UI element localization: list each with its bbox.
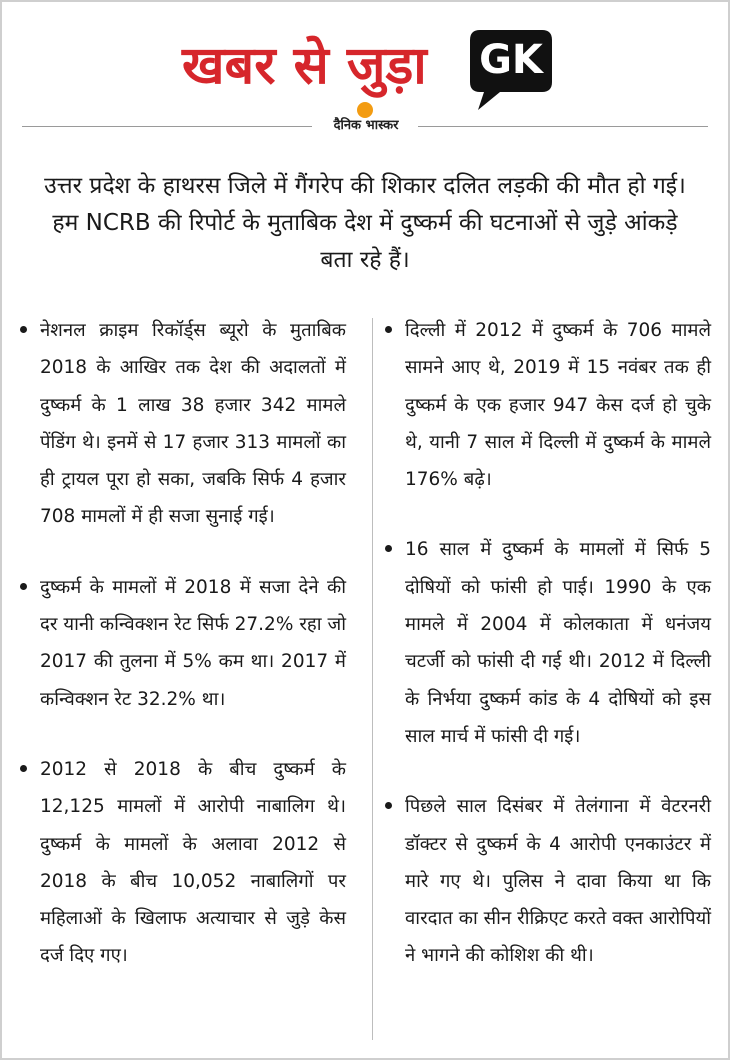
list-item [40, 569, 346, 718]
bullet-icon [385, 326, 392, 333]
list-item-text: 2012 से 2018 के बीच दुष्कर्म के 12,125 मामलों में आरोपी नाबालिग थे। दुष्कर्म के मामलों के अलावा 2012 से 2018 के बीच 10,052 नाबालिगों पर महिलाओं के खिलाफ अत्याचार से जुड़े केस दर्ज दिए गए। [40, 758, 346, 967]
list-item-text: दिल्ली में 2012 में दुष्कर्म के 706 मामले सामने आए थे, 2019 में 15 नवंबर तक ही दुष्कर्म के एक हजार 947 केस दर्ज हो चुके थे, यानी 7 साल में दिल्ली में दुष्कर्म के मामले 176% बढ़े। [405, 320, 711, 491]
column-divider [372, 318, 373, 1040]
brand-row [22, 98, 708, 138]
list-item-text: पिछले साल दिसंबर में तेलंगाना में वेटरनरी डॉक्टर से दुष्कर्म के 4 आरोपी एनकाउंटर में मारे गए थे। पुलिस ने दावा किया था कि वारदात का सीन रीक्रिएट करते वक्त आरोपियों ने भागने की कोशिश की थी। [405, 796, 711, 967]
headline: खबर से जुड़ा [182, 36, 427, 96]
list-item [40, 751, 346, 975]
bullet-icon [20, 765, 27, 772]
divider-line-left [22, 126, 312, 127]
list-item [40, 312, 346, 536]
bullet-icon [20, 583, 27, 590]
list-item [405, 788, 711, 974]
intro-paragraph: उत्तर प्रदेश के हाथरस जिले में गैंगरेप की शिकार दलित लड़की की मौत हो गई। हम NCRB की रिपोर्ट के मुताबिक देश में दुष्कर्म की घटनाओं से जुड़े आंकड़े बता रहे हैं। [44, 173, 686, 273]
list-item-text: नेशनल क्राइम रिकॉर्ड्स ब्यूरो के मुताबिक 2018 के आखिर तक देश की अदालतों में दुष्कर्म के 1 लाख 38 हजार 342 मामले पेंडिंग थे। इनमें से 17 हजार 313 मामलों का ही ट्रायल पूरा हो सका, जबकि सिर्फ 4 हजार 708 मामलों में ही सजा सुनाई गई। [40, 320, 346, 528]
brand-logo: दैनिक भास्कर [333, 118, 399, 133]
left-column [40, 312, 346, 975]
list-item [405, 312, 711, 498]
divider-line-right [418, 126, 708, 127]
list-item-text: 16 साल में दुष्कर्म के मामलों में सिर्फ 5 दोषियों को फांसी हो पाई। 1990 के एक मामले में 2004 में कोलकाता में धनंजय चटर्जी को फांसी दी गई थी। 2012 में दिल्ली के निर्भया दुष्कर्म कांड के 4 दोषियों को इस साल मार्च में फांसी दी गई। [405, 539, 711, 747]
sun-dot-icon [357, 102, 373, 118]
list-item-text: दुष्कर्म के मामलों में 2018 में सजा देने की दर यानी कन्विक्शन रेट सिर्फ 27.2% रहा जो 2017 की तुलना में 5% कम था। 2017 में कन्विक्शन रेट 32.2% था। [40, 576, 346, 710]
bullet-icon [20, 326, 27, 333]
list-item [405, 531, 711, 755]
right-column [405, 312, 711, 975]
gk-badge [470, 30, 552, 108]
gk-badge-label: GK [479, 37, 543, 83]
